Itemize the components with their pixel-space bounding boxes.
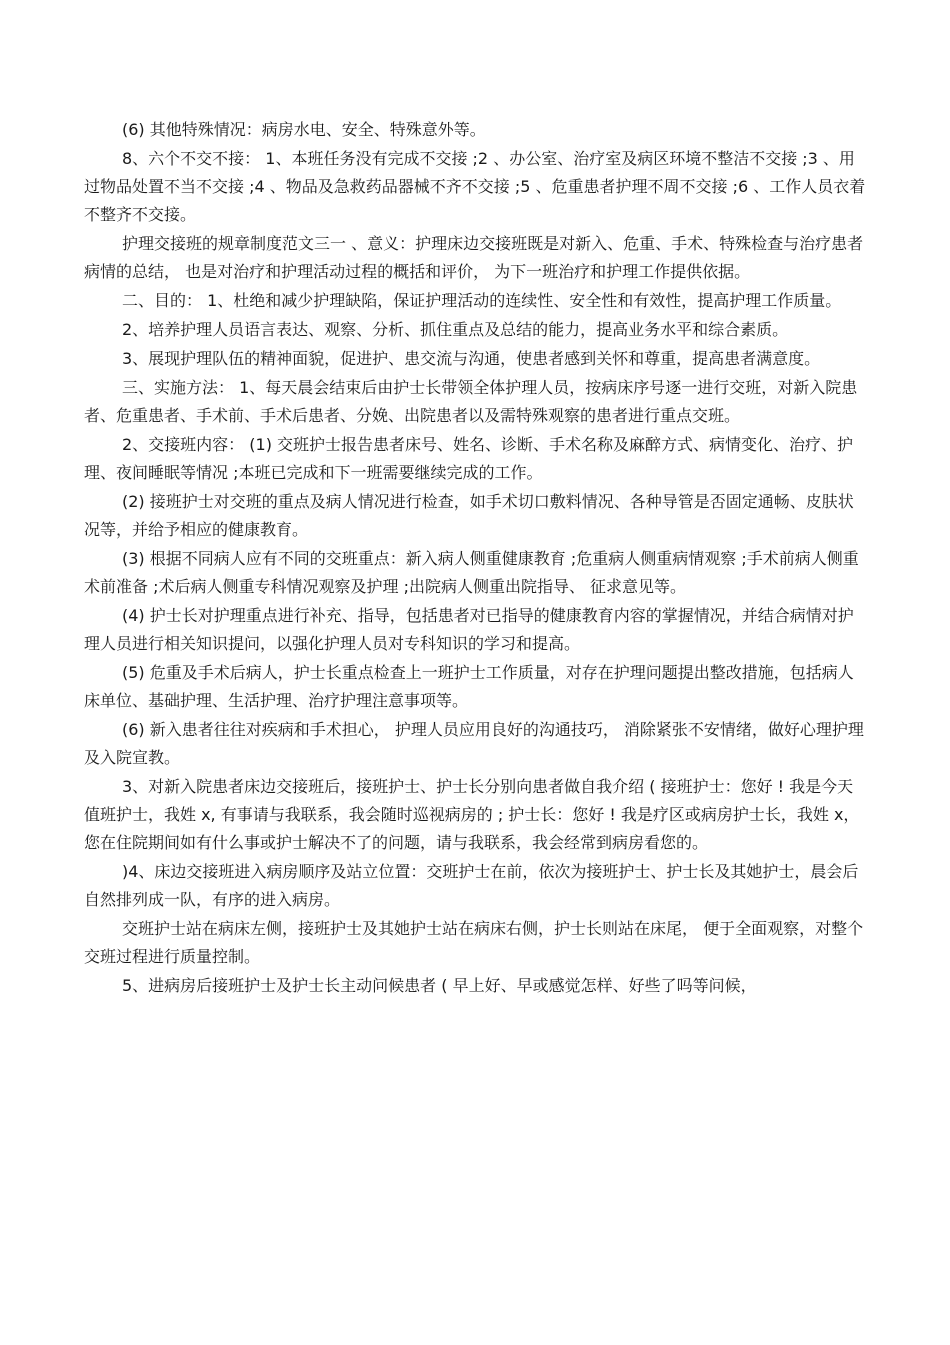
- paragraph-order-4: )4、床边交接班进入病房顺序及站立位置：交班护士在前，依次为接班护士、护士长及其她护士，晨会后自然排列成一队，有序的进入病房。: [84, 862, 859, 909]
- paragraph-six-no-handover: 8、六个不交不接： 1、本班任务没有完成不交接 ;2 、办公室、治疗室及病区环境不整洁不交接 ;3 、用过物品处置不当不交接 ;4 、物品及急救药品器械不齐不交接 ;5 、危重患者护理不周不交接 ;6 、工作人员衣着不整齐不交接。: [84, 149, 866, 224]
- paragraph-special-situations: (6) 其他特殊情况：病房水电、安全、特殊意外等。: [122, 120, 486, 139]
- paragraph-purpose-2: 2、培养护理人员语言表达、观察、分析、抓住重点及总结的能力，提高业务水平和综合素质。: [122, 320, 789, 339]
- paragraph-method-2: 2、交接班内容： (1) 交班护士报告患者床号、姓名、诊断、手术名称及麻醉方式、病情变化、治疗、护理、夜间睡眠等情况 ;本班已完成和下一班需要继续完成的工作。: [84, 435, 854, 482]
- paragraph-meaning: 护理交接班的规章制度范文三一 、意义：护理床边交接班既是对新入、危重、手术、特殊检查与治疗患者病情的总结， 也是对治疗和护理活动过程的概括和评价， 为下一班治疗和护理工作提供依据。: [84, 234, 864, 281]
- paragraph-purpose-3: 3、展现护理队伍的精神面貌，促进护、患交流与沟通，使患者感到关怀和尊重，提高患者满意度。: [122, 349, 821, 368]
- document-body: [84, 116, 866, 1001]
- paragraph-focus-3: (3) 根据不同病人应有不同的交班重点：新入病人侧重健康教育 ;危重病人侧重病情观察 ;手术前病人侧重术前准备 ;术后病人侧重专科情况观察及护理 ;出院病人侧重出院指导、 征求意见等。: [84, 549, 859, 596]
- paragraph-head-nurse-4: (4) 护士长对护理重点进行补充、指导，包括患者对已指导的健康教育内容的掌握情况，并结合病情对护理人员进行相关知识提问，以强化护理人员对专科知识的学习和提高。: [84, 606, 854, 653]
- paragraph-greeting-5: 5、进病房后接班护士及护士长主动问候患者 ( 早上好、早或感觉怎样、好些了吗等问候，: [122, 976, 757, 995]
- paragraph-critical-5: (5) 危重及手术后病人，护士长重点检查上一班护士工作质量，对存在护理问题提出整改措施，包括病人床单位、基础护理、生活护理、治疗护理注意事项等。: [84, 663, 854, 710]
- paragraph-purpose-1: 二、目的： 1、杜绝和减少护理缺陷，保证护理活动的连续性、安全性和有效性，提高护理工作质量。: [122, 291, 842, 310]
- paragraph-method-1: 三、实施方法： 1、每天晨会结束后由护士长带领全体护理人员，按病床序号逐一进行交班，对新入院患者、危重患者、手术前、手术后患者、分娩、出院患者以及需特殊观察的患者进行重点交班。: [84, 378, 858, 425]
- paragraph-new-patient-6: (6) 新入患者往往对疾病和手术担心， 护理人员应用良好的沟通技巧， 消除紧张不安情绪，做好心理护理及入院宣教。: [84, 720, 864, 767]
- paragraph-introduction-3: 3、对新入院患者床边交接班后，接班护士、护士长分别向患者做自我介绍 ( 接班护士：您好 ! 我是今天值班护士，我姓 x, 有事请与我联系，我会随时巡视病房的 ; 护士长：您好 ! 我是疗区或病房护士长，我姓 x，您在住院期间如有什么事或护士解决不了的问题，请与我联系，我会经常到病房看您的。: [84, 777, 860, 852]
- paragraph-positions: 交班护士站在病床左侧，接班护士及其她护士站在病床右侧，护士长则站在床尾， 便于全面观察，对整个交班过程进行质量控制。: [84, 919, 864, 966]
- paragraph-check-2: (2) 接班护士对交班的重点及病人情况进行检查，如手术切口敷料情况、各种导管是否固定通畅、皮肤状况等，并给予相应的健康教育。: [84, 492, 854, 539]
